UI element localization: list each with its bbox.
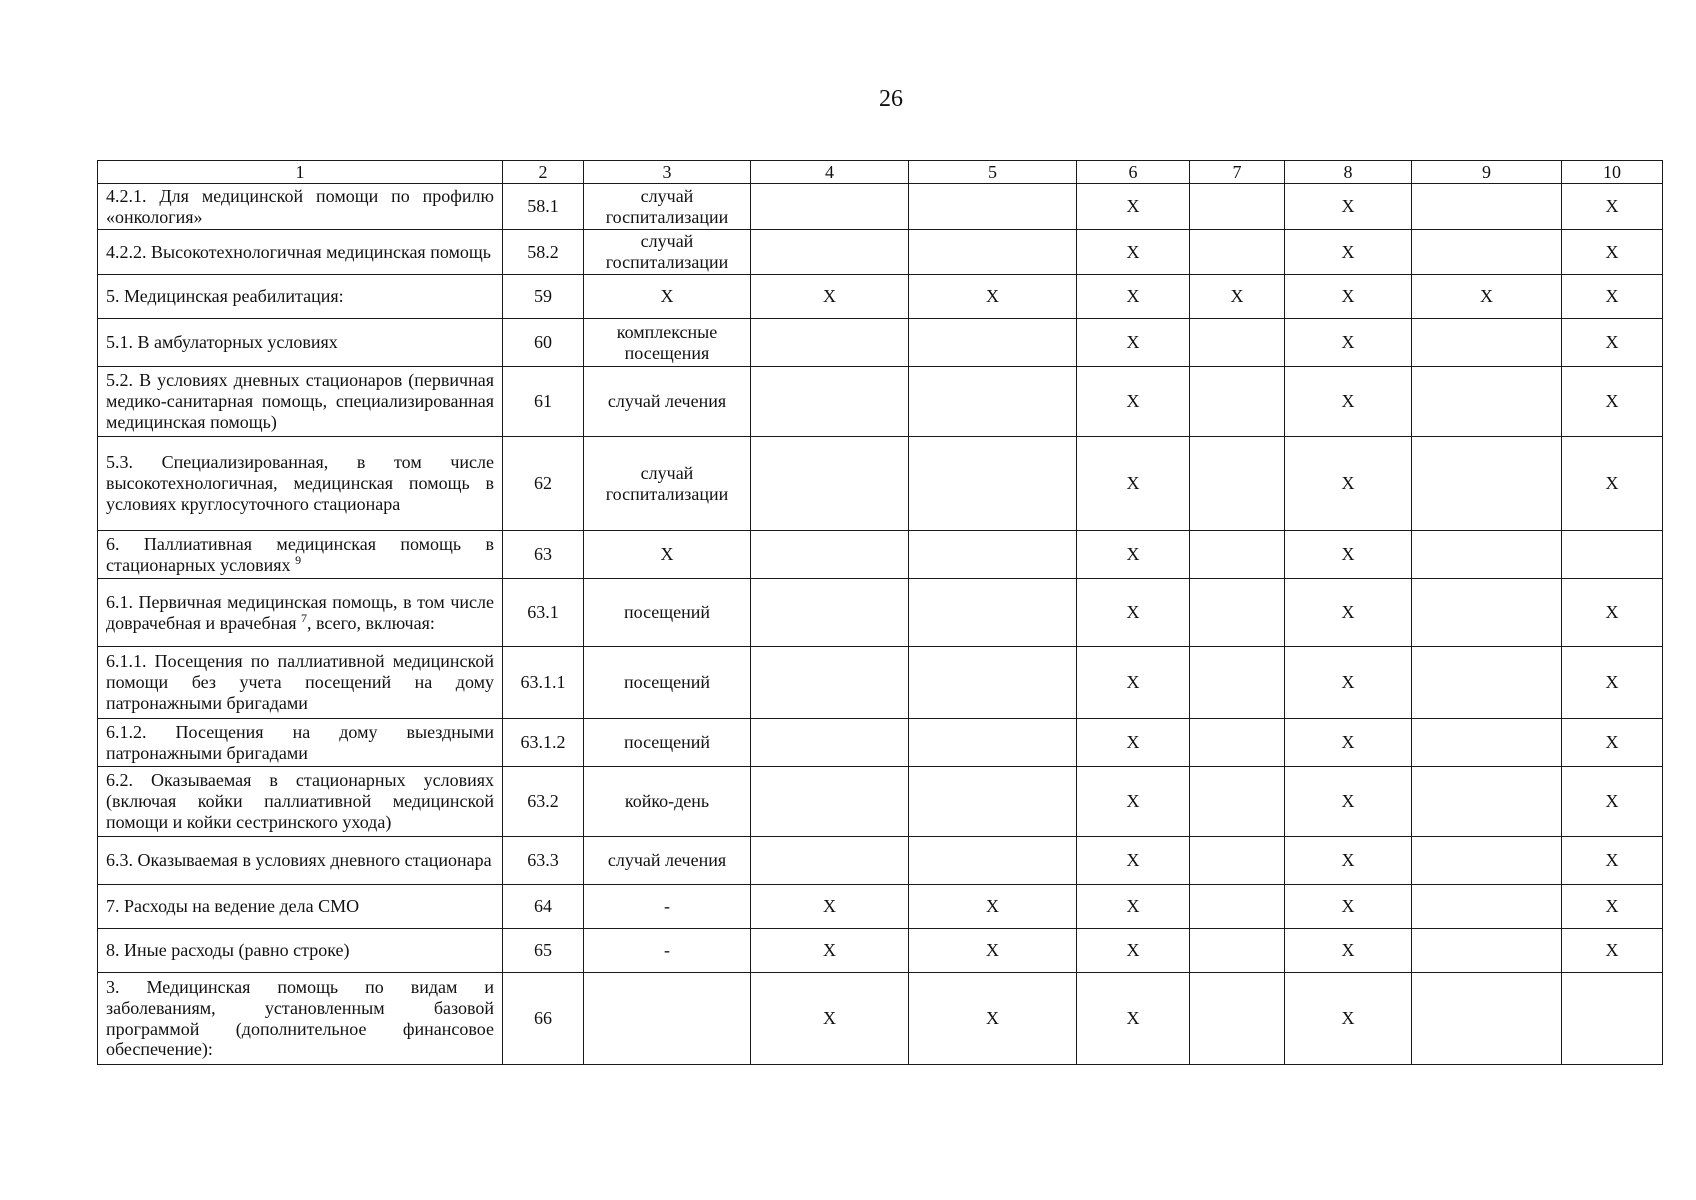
indicator-name-cell <box>98 275 503 319</box>
col7-cell <box>1190 929 1285 973</box>
col6-cell: X <box>1077 647 1190 719</box>
header-cell-4: 4 <box>751 161 909 184</box>
col5-cell <box>909 230 1077 275</box>
col7-cell <box>1190 319 1285 367</box>
col10-cell: X <box>1562 719 1663 767</box>
indicator-name-cell <box>98 929 503 973</box>
col5-cell <box>909 837 1077 885</box>
col4-cell <box>751 719 909 767</box>
col10-cell: X <box>1562 230 1663 275</box>
col9-cell <box>1412 767 1562 837</box>
col6-cell: X <box>1077 929 1190 973</box>
col5-cell <box>909 437 1077 531</box>
col10-cell: X <box>1562 579 1663 647</box>
header-cell-9: 9 <box>1412 161 1562 184</box>
table-row <box>98 230 1663 275</box>
col9-cell <box>1412 929 1562 973</box>
col8-cell: X <box>1285 184 1412 230</box>
indicator-name: 6.1.2. Посещения на дому выездными патронажными бригадами <box>106 721 494 763</box>
col7-cell <box>1190 531 1285 579</box>
col4-cell <box>751 579 909 647</box>
indicator-name: 6.1.1. Посещения по паллиативной медицинской помощи без учета посещений на дому патронажными бригадами <box>106 651 494 713</box>
unit-cell: случай лечения <box>584 367 751 437</box>
col5-cell: X <box>909 885 1077 929</box>
col5-cell <box>909 767 1077 837</box>
col4-cell <box>751 837 909 885</box>
indicator-name: 6.3. Оказываемая в условиях дневного стационара <box>106 850 492 871</box>
indicator-name-tail: , всего, включая: <box>307 612 435 633</box>
table-row <box>98 767 1663 837</box>
footnote-ref: 7 <box>301 610 308 625</box>
col4-cell <box>751 647 909 719</box>
col6-cell: X <box>1077 531 1190 579</box>
indicator-name-cell <box>98 437 503 531</box>
col5-cell: X <box>909 275 1077 319</box>
col7-cell <box>1190 579 1285 647</box>
col6-cell: X <box>1077 319 1190 367</box>
table-row <box>98 579 1663 647</box>
header-cell-3: 3 <box>584 161 751 184</box>
col9-cell <box>1412 437 1562 531</box>
indicator-name-cell <box>98 647 503 719</box>
unit-cell: случай лечения <box>584 837 751 885</box>
col8-cell: X <box>1285 929 1412 973</box>
col6-cell: X <box>1077 719 1190 767</box>
indicator-name-cell <box>98 184 503 230</box>
col4-cell <box>751 367 909 437</box>
col6-cell: X <box>1077 230 1190 275</box>
header-row <box>98 161 1663 184</box>
indicator-name: 6. Паллиативная медицинская помощь в стационарных условиях <box>106 533 494 575</box>
col7-cell <box>1190 885 1285 929</box>
col4-cell <box>751 437 909 531</box>
col8-cell: X <box>1285 973 1412 1065</box>
col5-cell <box>909 579 1077 647</box>
indicator-name: 5.1. В амбулаторных условиях <box>106 332 338 353</box>
indicator-name-cell <box>98 885 503 929</box>
indicator-name-cell <box>98 837 503 885</box>
header-cell-5: 5 <box>909 161 1077 184</box>
unit-cell: койко-день <box>584 767 751 837</box>
row-code-cell: 59 <box>503 275 584 319</box>
col10-cell: X <box>1562 837 1663 885</box>
indicator-name: 4.2.1. Для медицинской помощи по профилю «онкология» <box>106 185 494 227</box>
row-code-cell: 63.3 <box>503 837 584 885</box>
col8-cell: X <box>1285 647 1412 719</box>
col5-cell <box>909 367 1077 437</box>
col8-cell: X <box>1285 319 1412 367</box>
indicator-name: 6.2. Оказываемая в стационарных условиях (включая койки паллиативной медицинской помощи и койки сестринского ухода) <box>106 770 494 832</box>
col6-cell: X <box>1077 275 1190 319</box>
col6-cell: X <box>1077 973 1190 1065</box>
col4-cell: X <box>751 885 909 929</box>
col4-cell <box>751 184 909 230</box>
table-row <box>98 647 1663 719</box>
col9-cell <box>1412 230 1562 275</box>
col5-cell: X <box>909 929 1077 973</box>
col6-cell: X <box>1077 184 1190 230</box>
col9-cell <box>1412 367 1562 437</box>
indicator-name-cell <box>98 579 503 647</box>
col8-cell: X <box>1285 437 1412 531</box>
table-row <box>98 184 1663 230</box>
col7-cell <box>1190 767 1285 837</box>
table-row <box>98 367 1663 437</box>
footnote-ref: 9 <box>295 552 302 567</box>
indicator-name-cell <box>98 767 503 837</box>
table-row <box>98 973 1663 1065</box>
col9-cell: X <box>1412 275 1562 319</box>
col4-cell <box>751 531 909 579</box>
col9-cell <box>1412 531 1562 579</box>
unit-cell: - <box>584 929 751 973</box>
col7-cell <box>1190 437 1285 531</box>
indicator-name: 5.3. Специализированная, в том числе высокотехнологичная, медицинская помощь в условиях круглосуточного стационара <box>106 452 494 514</box>
table-row <box>98 531 1663 579</box>
unit-cell: посещений <box>584 647 751 719</box>
col6-cell: X <box>1077 367 1190 437</box>
unit-cell: случай госпитализации <box>584 230 751 275</box>
unit-cell: комплексные посещения <box>584 319 751 367</box>
table-row <box>98 437 1663 531</box>
col9-cell <box>1412 319 1562 367</box>
indicator-name: 5.2. В условиях дневных стационаров (первичная медико-санитарная помощь, специализированная медицинская помощь) <box>106 370 494 432</box>
header-cell-10: 10 <box>1562 161 1663 184</box>
col8-cell: X <box>1285 719 1412 767</box>
unit-cell: посещений <box>584 579 751 647</box>
row-code-cell: 58.1 <box>503 184 584 230</box>
header-cell-7: 7 <box>1190 161 1285 184</box>
page-number: 26 <box>879 86 903 112</box>
col9-cell <box>1412 719 1562 767</box>
col4-cell <box>751 230 909 275</box>
col5-cell <box>909 184 1077 230</box>
col10-cell: X <box>1562 885 1663 929</box>
col8-cell: X <box>1285 367 1412 437</box>
col4-cell: X <box>751 275 909 319</box>
indicator-name-cell <box>98 319 503 367</box>
col8-cell: X <box>1285 579 1412 647</box>
table-body <box>98 161 1663 1065</box>
row-code-cell: 64 <box>503 885 584 929</box>
data-table <box>97 160 1663 1065</box>
col10-cell <box>1562 973 1663 1065</box>
col7-cell <box>1190 230 1285 275</box>
col6-cell: X <box>1077 767 1190 837</box>
col10-cell <box>1562 531 1663 579</box>
header-cell-1: 1 <box>98 161 503 184</box>
unit-cell <box>584 973 751 1065</box>
indicator-name-cell <box>98 719 503 767</box>
header-cell-6: 6 <box>1077 161 1190 184</box>
col9-cell <box>1412 973 1562 1065</box>
row-code-cell: 58.2 <box>503 230 584 275</box>
col7-cell: X <box>1190 275 1285 319</box>
col7-cell <box>1190 647 1285 719</box>
col9-cell <box>1412 579 1562 647</box>
unit-cell: X <box>584 275 751 319</box>
row-code-cell: 61 <box>503 367 584 437</box>
col7-cell <box>1190 719 1285 767</box>
col8-cell: X <box>1285 531 1412 579</box>
unit-cell: случай госпитализации <box>584 184 751 230</box>
col5-cell <box>909 647 1077 719</box>
row-code-cell: 60 <box>503 319 584 367</box>
col5-cell <box>909 719 1077 767</box>
table-row <box>98 319 1663 367</box>
col8-cell: X <box>1285 767 1412 837</box>
table-row <box>98 837 1663 885</box>
indicator-name: 3. Медицинская помощь по видам и заболеваниям, установленным базовой программой (дополнительное финансовое обеспечение): <box>106 977 494 1060</box>
col7-cell <box>1190 837 1285 885</box>
indicator-name-cell <box>98 531 503 579</box>
col9-cell <box>1412 184 1562 230</box>
col4-cell: X <box>751 973 909 1065</box>
col5-cell: X <box>909 973 1077 1065</box>
col4-cell <box>751 767 909 837</box>
col9-cell <box>1412 885 1562 929</box>
indicator-name: 5. Медицинская реабилитация: <box>106 286 344 307</box>
col8-cell: X <box>1285 230 1412 275</box>
table-row <box>98 885 1663 929</box>
row-code-cell: 63.1.1 <box>503 647 584 719</box>
indicator-name-cell <box>98 973 503 1065</box>
col8-cell: X <box>1285 885 1412 929</box>
col7-cell <box>1190 184 1285 230</box>
header-cell-8: 8 <box>1285 161 1412 184</box>
col4-cell <box>751 319 909 367</box>
col6-cell: X <box>1077 885 1190 929</box>
col10-cell: X <box>1562 319 1663 367</box>
col4-cell: X <box>751 929 909 973</box>
row-code-cell: 63 <box>503 531 584 579</box>
header-cell-2: 2 <box>503 161 584 184</box>
row-code-cell: 63.2 <box>503 767 584 837</box>
indicator-name: 8. Иные расходы (равно строке) <box>106 940 350 961</box>
unit-cell: случай госпитализации <box>584 437 751 531</box>
row-code-cell: 66 <box>503 973 584 1065</box>
col10-cell: X <box>1562 647 1663 719</box>
indicator-name: 4.2.2. Высокотехнологичная медицинская помощь <box>106 241 491 262</box>
col5-cell <box>909 319 1077 367</box>
table-row <box>98 275 1663 319</box>
indicator-name: 6.1. Первичная медицинская помощь, в том числе доврачебная и врачебная <box>106 591 494 633</box>
row-code-cell: 65 <box>503 929 584 973</box>
col10-cell: X <box>1562 437 1663 531</box>
indicator-name-cell <box>98 230 503 275</box>
col9-cell <box>1412 647 1562 719</box>
col5-cell <box>909 531 1077 579</box>
col10-cell: X <box>1562 367 1663 437</box>
table-row <box>98 719 1663 767</box>
unit-cell: X <box>584 531 751 579</box>
col7-cell <box>1190 973 1285 1065</box>
row-code-cell: 62 <box>503 437 584 531</box>
row-code-cell: 63.1.2 <box>503 719 584 767</box>
col6-cell: X <box>1077 437 1190 531</box>
col8-cell: X <box>1285 275 1412 319</box>
col8-cell: X <box>1285 837 1412 885</box>
col10-cell: X <box>1562 929 1663 973</box>
unit-cell: посещений <box>584 719 751 767</box>
table-row <box>98 929 1663 973</box>
col9-cell <box>1412 837 1562 885</box>
row-code-cell: 63.1 <box>503 579 584 647</box>
col10-cell: X <box>1562 184 1663 230</box>
indicator-name-cell <box>98 367 503 437</box>
col6-cell: X <box>1077 579 1190 647</box>
unit-cell: - <box>584 885 751 929</box>
col10-cell: X <box>1562 275 1663 319</box>
col7-cell <box>1190 367 1285 437</box>
col6-cell: X <box>1077 837 1190 885</box>
indicator-name: 7. Расходы на ведение дела СМО <box>106 896 360 917</box>
col10-cell: X <box>1562 767 1663 837</box>
